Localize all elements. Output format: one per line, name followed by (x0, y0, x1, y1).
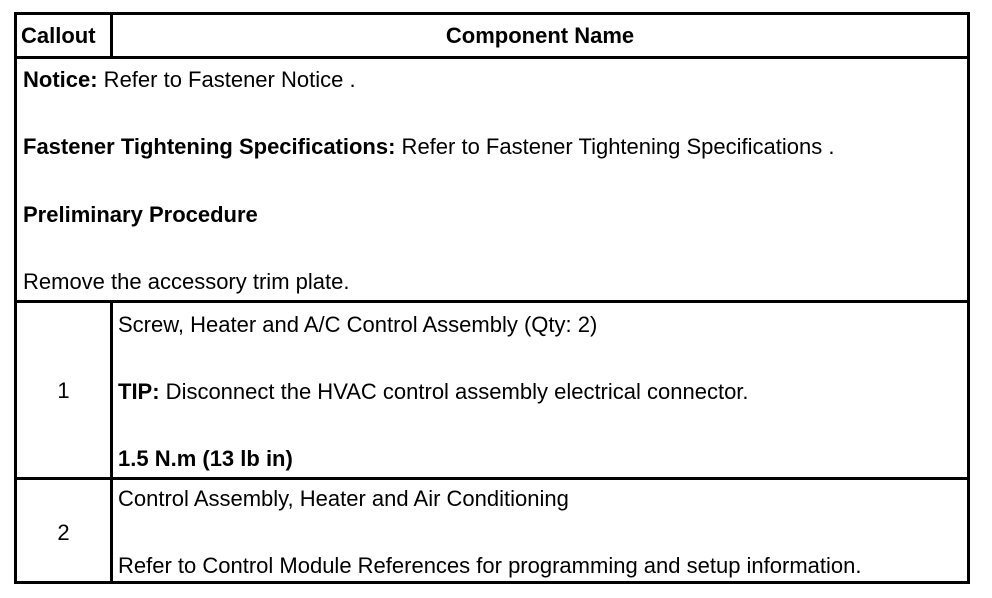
notice-line (23, 67, 356, 93)
preliminary-procedure-heading: Preliminary Procedure (23, 202, 258, 227)
component-name-column-header: Component Name (445, 22, 635, 48)
preliminary-procedure-step: Remove the accessory trim plate. (23, 269, 350, 294)
callout-number: 2 (57, 520, 70, 545)
fastener-spec-line (23, 134, 834, 160)
fastener-spec-label: Fastener Tightening Specifications: (23, 134, 396, 159)
callout-number: 1 (57, 378, 70, 403)
component-cell (113, 480, 967, 581)
component-table (14, 12, 970, 584)
callout-cell (17, 303, 113, 477)
component-name: Control Assembly, Heater and Air Conditioning (118, 486, 569, 511)
callout-cell (17, 480, 113, 581)
table-row (17, 300, 967, 477)
notice-label: Notice: (23, 67, 98, 92)
notice-text: Refer to Fastener Notice . (97, 67, 356, 92)
tip-label: TIP: (118, 379, 160, 404)
table-row (17, 477, 967, 581)
component-note: Refer to Control Module References for programming and setup information. (118, 553, 862, 578)
table-header-row (17, 15, 967, 56)
component-cell (113, 303, 967, 477)
component-name: Screw, Heater and A/C Control Assembly (Qty: 2) (118, 312, 598, 337)
callout-column-header: Callout (17, 15, 113, 56)
preliminary-info-cell (17, 59, 967, 300)
tip-text: Disconnect the HVAC control assembly electrical connector. (159, 379, 749, 404)
torque-spec: 1.5 N.m (13 lb in) (118, 446, 293, 471)
preliminary-info-row (17, 56, 967, 300)
tip-line (118, 379, 749, 405)
fastener-spec-text: Refer to Fastener Tightening Specifications . (395, 134, 835, 159)
